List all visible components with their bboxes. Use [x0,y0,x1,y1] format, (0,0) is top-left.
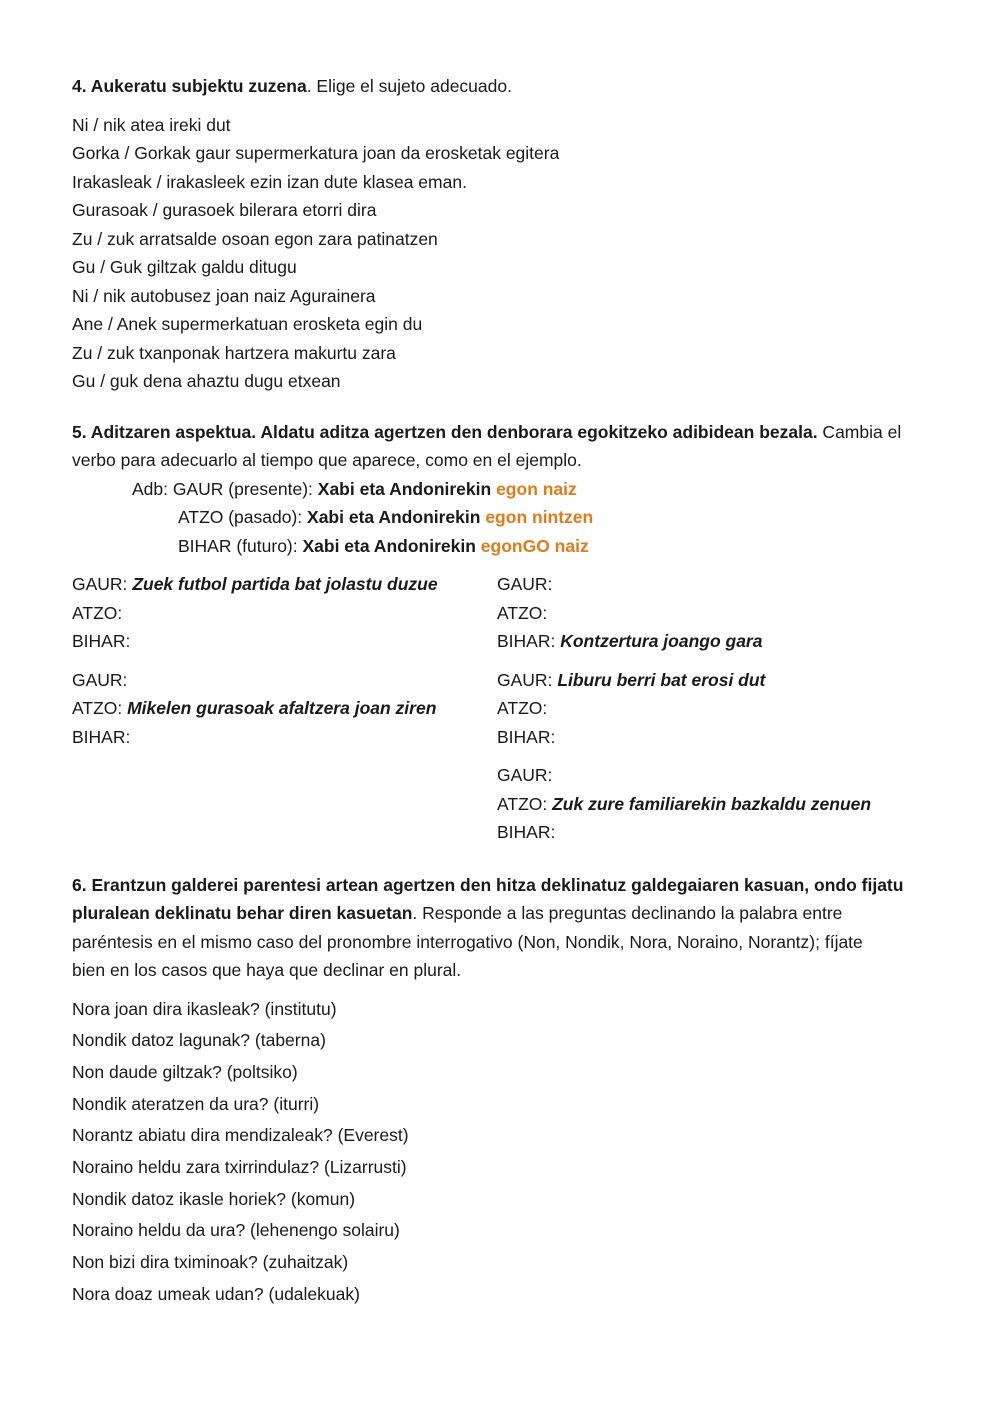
example-row-gaur [132,475,922,504]
gaur-label: GAUR: [72,669,128,690]
exercise-6 [72,871,922,1311]
example-subject: Xabi eta Andonirekin [302,535,476,556]
exercise-6-question: Noraino heldu zara txirrindulaz? (Lizarrusti) [72,1156,407,1177]
atzo-row [497,790,922,819]
exercise-6-question: Non bizi dira tximinoak? (zuhaitzak) [72,1252,349,1272]
exercise-5-left-column [72,570,497,857]
exercise-6-question: Nondik datoz ikasle horiek? (komun) [72,1188,356,1209]
example-subject: Xabi eta Andonirekin [307,507,481,527]
exercise-5-title-line-2: verbo para adecuarlo al tiempo que aparece, como en el ejemplo. [72,450,582,470]
example-row-bihar [132,532,922,561]
example-tense-label: GAUR (presente): [172,478,318,499]
exercise-5-block [72,570,497,656]
given-sentence: Kontzertura joango gara [560,631,763,651]
exercise-6-title-line-4: bien en los casos que haya que declinar en plural. [72,960,462,980]
atzo-label: ATZO: [72,602,123,623]
gaur-row [72,570,497,599]
exercise-4-item: Gorka / Gorkak gaur supermerkatura joan da erosketak egitera [72,143,560,163]
exercise-5-block [497,666,922,752]
exercise-5 [72,418,922,857]
example-adb-label: Adb: [132,478,173,499]
worksheet-page [72,72,922,1310]
bihar-label: BIHAR: [497,726,556,747]
atzo-label: ATZO: [497,698,548,718]
gaur-label: GAUR: [497,574,553,594]
exercise-5-right-column [497,570,922,857]
exercise-6-question: Nondik datoz lagunak? (taberna) [72,1030,326,1051]
exercise-6-question: Noraino heldu da ura? (lehenengo solairu) [72,1220,400,1241]
exercise-4-heading: 4. Aukeratu subjektu zuzena [72,76,307,96]
exercise-4-item: Gu / Guk giltzak galdu ditugu [72,257,297,277]
example-verb: egon naiz [496,478,577,499]
gaur-row [497,666,922,695]
atzo-row [72,694,497,723]
example-subject: Xabi eta Andonirekin [317,478,492,499]
example-block [132,475,922,561]
exercise-6-title-line-3: paréntesis en el mismo caso del pronombre interrogativo (Non, Nondik, Nora, Noraino, Norantz); fíjate [72,931,863,952]
exercise-4-item: Irakasleak / irakasleek ezin izan dute klasea eman. [72,171,467,192]
exercise-5-title-line-1 [72,418,922,447]
exercise-5-grid [72,570,922,857]
exercise-6-title-tail: . Responde a las preguntas declinando la palabra entre [412,903,843,923]
exercise-6-question: Nora doaz umeak udan? (udalekuak) [72,1283,360,1304]
exercise-5-block [497,570,922,656]
atzo-label: ATZO: [72,698,123,718]
exercise-5-title-tail: Cambia el [817,421,902,442]
exercise-4-item: Gurasoak / gurasoek bilerara etorri dira [72,200,377,220]
exercise-5-heading: 5. Aditzaren aspektua. Aldatu aditza agertzen den denborara egokitzeko adibidean bezala. [72,421,818,442]
exercise-6-question: Non daude giltzak? (poltsiko) [72,1061,298,1082]
gaur-label: GAUR: [72,574,128,594]
bihar-label: BIHAR: [497,631,556,651]
bihar-label: BIHAR: [72,631,131,651]
example-row-atzo [132,503,922,532]
atzo-label: ATZO: [497,602,548,623]
gaur-label: GAUR: [497,765,553,785]
example-verb: egonGO naiz [480,535,589,556]
exercise-6-question: Nora joan dira ikasleak? (institutu) [72,998,337,1019]
exercise-4-item: Zu / zuk txanponak hartzera makurtu zara [72,342,396,363]
exercise-5-block [72,666,497,752]
example-verb: egon nintzen [485,507,594,527]
exercise-6-heading: 6. Erantzun galderei parentesi artean agertzen den hitza deklinatuz galdegaiaren kasuan, ondo fijatu [72,874,904,895]
exercise-4-subtitle: . Elige el sujeto adecuado. [306,76,512,96]
exercise-6-instructions [72,871,922,985]
given-sentence: Liburu berri bat erosi dut [557,669,766,690]
exercise-4-title [72,72,922,101]
exercise-6-question: Norantz abiatu dira mendizaleak? (Everest) [72,1125,409,1146]
exercise-6-question: Nondik ateratzen da ura? (iturri) [72,1093,320,1114]
given-sentence: Zuek futbol partida bat jolastu duzue [132,574,438,594]
bihar-label: BIHAR: [497,822,556,842]
atzo-label: ATZO: [497,793,548,814]
example-tense-label: BIHAR (futuro): [178,535,303,556]
exercise-4-item: Ane / Anek supermerkatuan erosketa egin du [72,314,423,334]
exercise-4-item: Ni / nik atea ireki dut [72,114,231,135]
bihar-label: BIHAR: [72,726,131,747]
given-sentence: Mikelen gurasoak afaltzera joan ziren [127,698,437,718]
gaur-label: GAUR: [497,669,553,690]
given-sentence: Zuk zure familiarekin bazkaldu zenuen [552,793,872,814]
exercise-4-item: Gu / guk dena ahaztu dugu etxean [72,371,341,391]
exercise-4-item: Ni / nik autobusez joan naiz Agurainera [72,285,376,306]
exercise-6-heading-cont: pluralean deklinatu behar diren kasuetan [72,903,413,923]
example-tense-label: ATZO (pasado): [178,507,308,527]
exercise-4 [72,72,922,396]
exercise-4-item: Zu / zuk arratsalde osoan egon zara patinatzen [72,228,438,249]
exercise-5-block [497,761,922,847]
bihar-row [497,627,922,656]
exercise-6-title-line-2 [72,899,922,928]
